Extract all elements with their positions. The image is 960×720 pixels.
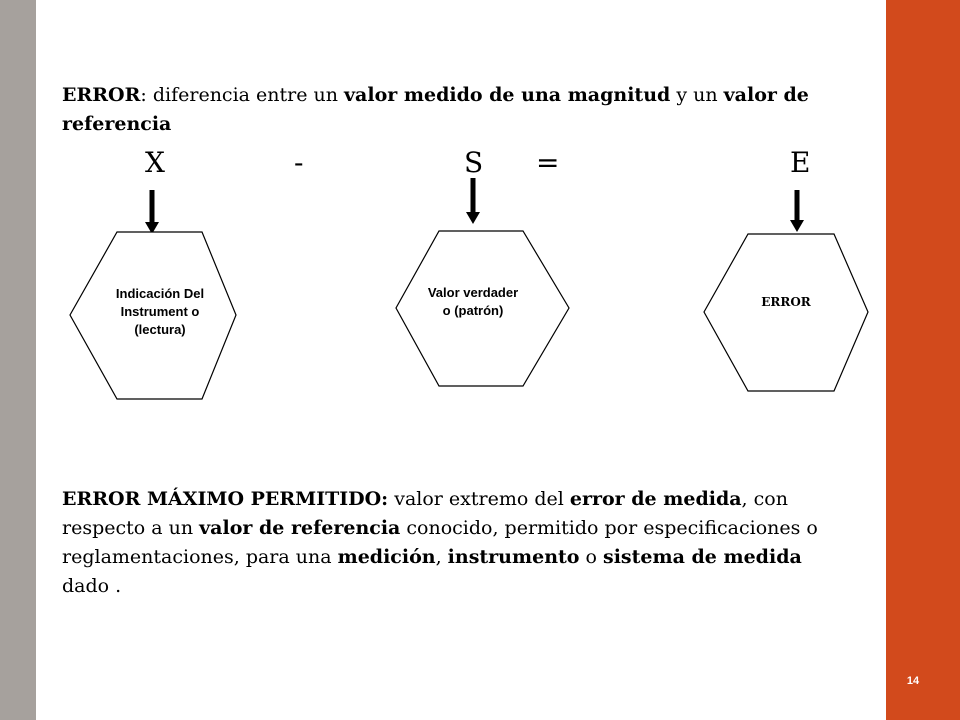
hexagon-valor-label: Valor verdader o (patrón)	[427, 285, 519, 318]
formula-x: X	[145, 146, 165, 179]
emp-def-bold-3: medición	[337, 546, 436, 568]
formula-equals: =	[536, 146, 560, 179]
error-def-text-1: : diferencia entre un	[140, 84, 345, 106]
arrow-s-head	[466, 212, 480, 224]
formula-s: S	[464, 146, 484, 179]
error-def-bold-2: valor de referencia	[62, 84, 809, 135]
emp-def-text-3: conocido, permitido por especificaciones o reglamentaciones, para una	[62, 517, 818, 568]
formula-minus: -	[294, 146, 304, 179]
hexagon-error	[704, 234, 868, 391]
error-def-text-2: y un	[670, 84, 724, 106]
emp-def-bold-2: valor de referencia	[199, 517, 401, 539]
emp-def-bold-1: error de medida	[569, 488, 742, 510]
error-def-bold-1: valor medido de una magnitud	[344, 84, 671, 106]
arrow-e-head	[790, 220, 804, 232]
emp-def-text-1: valor extremo del	[388, 488, 570, 510]
hexagon-indicacion-label: Indicación Del Instrument o (lectura)	[115, 286, 205, 337]
emp-definition	[62, 485, 852, 601]
page-number: 14	[906, 675, 920, 687]
emp-def-text-6: dado .	[62, 575, 122, 597]
hexagon-error-label: ERROR	[761, 295, 811, 309]
emp-def-text-5: o	[579, 546, 603, 568]
emp-def-text-4: ,	[435, 546, 448, 568]
error-term: ERROR	[62, 84, 141, 106]
emp-def-text-2: , con respecto a un	[62, 488, 788, 539]
emp-def-bold-5: sistema de medida	[603, 546, 802, 568]
emp-def-bold-4: instrumento	[447, 546, 580, 568]
formula-e: E	[790, 146, 811, 179]
emp-term: ERROR MÁXIMO PERMITIDO:	[62, 488, 389, 510]
